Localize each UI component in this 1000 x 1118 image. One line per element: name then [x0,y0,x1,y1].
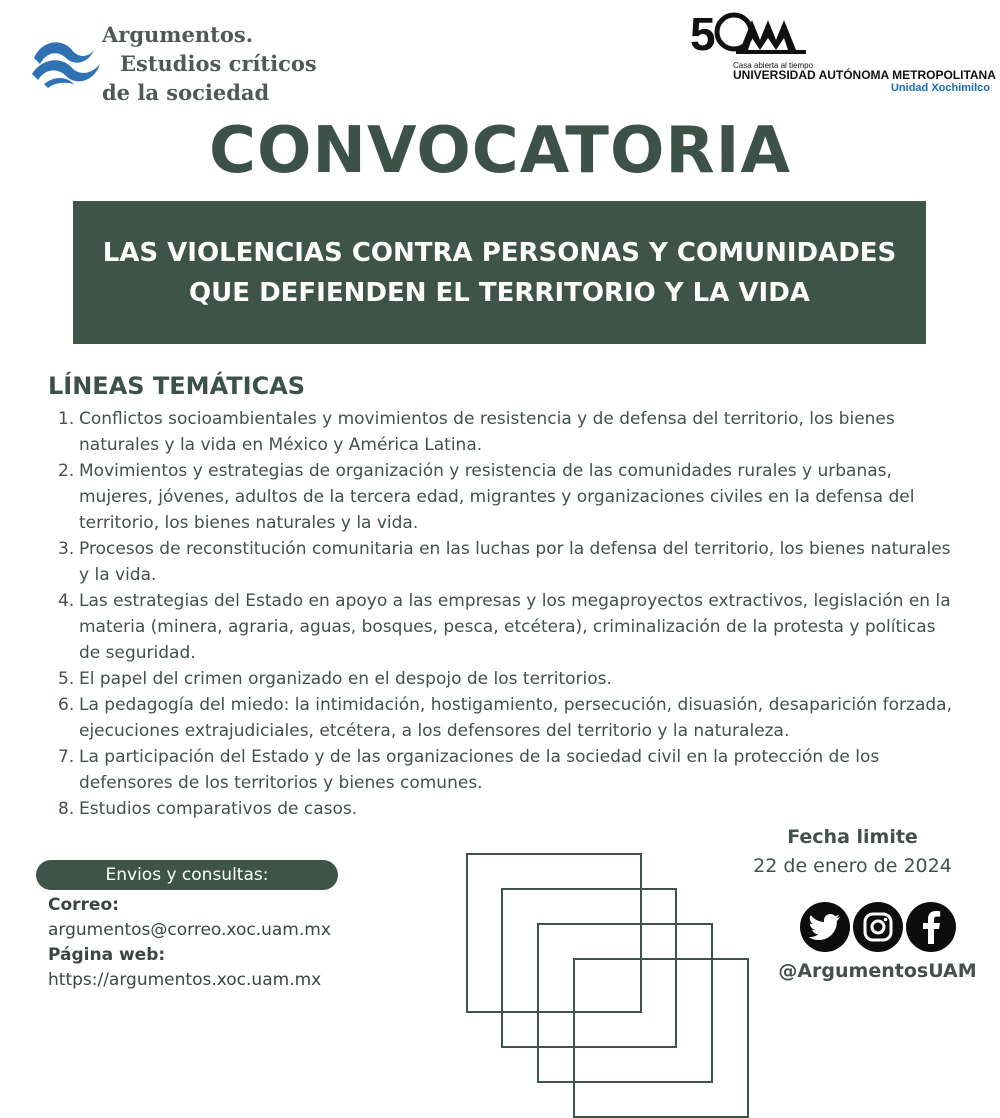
list-item-text: Estudios comparativos de casos. [79,799,358,819]
list-item-number: 8. [58,799,75,819]
list-item [58,796,958,822]
list-item [58,458,958,536]
contact-heading: Envios y consultas: [36,860,338,890]
list-item-text: Conflictos socioambientales y movimientos de resistencia y de defensa del territorio, los bienes naturales y la vida en México y América Latina. [79,409,895,455]
list-item [58,588,958,666]
email-link[interactable]: argumentos@correo.xoc.uam.mx [48,920,331,940]
banner-line: LAS VIOLENCIAS CONTRA PERSONAS Y COMUNIDADES [102,237,897,268]
list-item-number: 4. [58,591,75,611]
list-item [58,744,958,796]
instagram-icon[interactable] [853,902,903,952]
decorative-frames [466,853,756,1000]
journal-logo [30,12,330,107]
list-item-text: Procesos de reconstitución comunitaria en las luchas por la defensa del territorio, los bienes naturales y la vida. [79,539,951,585]
twitter-icon[interactable] [800,902,850,952]
facebook-f-icon [919,910,943,944]
uam-unit: Unidad Xochimilco [890,82,990,94]
uam-logo [688,6,996,101]
list-item [58,536,958,588]
decorative-frame [573,958,749,1118]
list-item-number: 1. [58,409,75,429]
list-item-text: Movimientos y estrategias de organización y resistencia de las comunidades rurales y urbanas, mujeres, jóvenes, adultos de la tercera edad, migrantes y organizaciones civiles en la defensa del territorio, los bienes naturales y la vida. [79,461,915,533]
uam-name: UNIVERSIDAD AUTÓNOMA METROPOLITANA [733,68,996,82]
uam-50-logo-icon [690,6,815,58]
themes-list [58,406,958,822]
svg-text:5: 5 [690,8,716,58]
deadline-date: 22 de enero de 2024 [753,855,952,877]
deadline-label: Fecha limite [787,826,918,848]
journal-title [102,20,317,107]
themes-heading: LÍNEAS TEMÁTICAS [48,372,306,400]
social-handle[interactable]: @ArgumentosUAM [778,960,977,982]
uam-tagline: Casa abierta al tiempo [733,61,814,70]
twitter-bird-icon [809,913,841,941]
list-item-text: La pedagogía del miedo: la intimidación, hostigamiento, persecución, disuasión, desaparición forzada, ejecuciones extrajudiciales, etcétera, a los defensores del territorio y la naturaleza. [79,695,952,741]
page-title: CONVOCATORIA [209,114,791,188]
list-item-number: 5. [58,669,75,689]
journal-title-line: Estudios críticos [120,51,317,76]
email-label: Correo: [48,895,119,915]
facebook-icon[interactable] [906,902,956,952]
list-item-text: La participación del Estado y de las organizaciones de la sociedad civil en la protección de los defensores de los territorios y bienes comunes. [79,747,880,793]
banner-line: QUE DEFIENDEN EL TERRITORIO Y LA VIDA [189,277,810,308]
list-item-text: El papel del crimen organizado en el despojo de los territorios. [79,669,612,689]
journal-title-line: Argumentos. [102,22,253,47]
list-item-number: 2. [58,461,75,481]
list-item-number: 6. [58,695,75,715]
list-item-number: 3. [58,539,75,559]
list-item [58,666,958,692]
web-label: Página web: [48,945,166,965]
instagram-camera-icon [863,912,893,942]
list-item-number: 7. [58,747,75,767]
wave-logo-icon [30,34,110,90]
web-link[interactable]: https://argumentos.xoc.uam.mx [48,970,322,990]
journal-title-line: de la sociedad [102,80,270,105]
topic-banner [73,201,926,344]
list-item [58,406,958,458]
list-item-text: Las estrategias del Estado en apoyo a las empresas y los megaproyectos extractivos, legislación en la materia (minera, agraria, aguas, bosques, pesca, etcétera), criminalización de la protesta y políticas de seguridad. [79,591,951,663]
list-item [58,692,958,744]
